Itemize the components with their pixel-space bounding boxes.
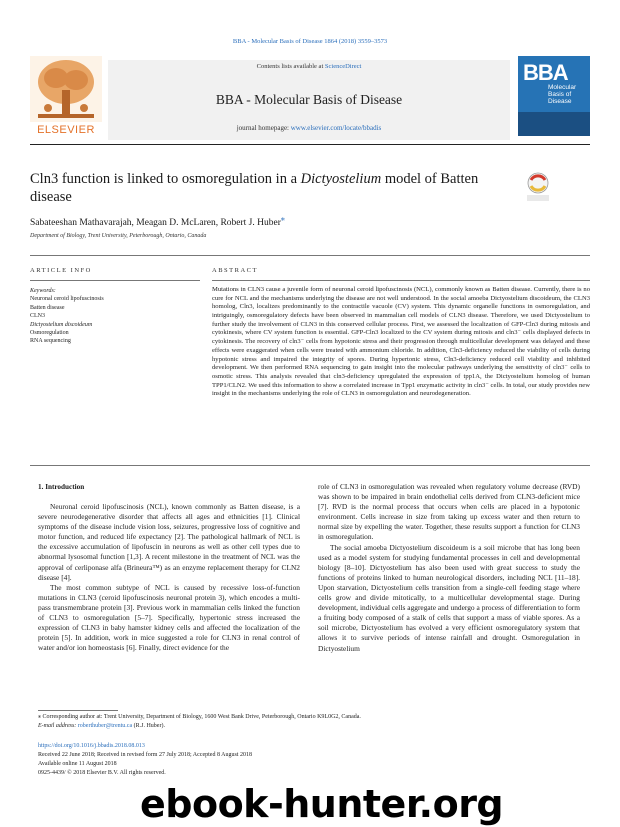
article-info-heading: ARTICLE INFO xyxy=(30,267,92,274)
author-list xyxy=(30,214,285,228)
footnote-rule xyxy=(38,710,118,711)
cover-subtitle: Molecular Basis of Disease xyxy=(548,84,577,105)
sciencedirect-link[interactable]: ScienceDirect xyxy=(324,63,362,70)
body-paragraph: role of CLN3 in osmoregulation was revealed when regulatory volume decrease (RVD) was shown to be impaired in brain endothelial cells derived from CLN3-deficient mice [7]. RVD is the normal process that occurs when cells are placed in a hypotonic environment. Cells increase in size from taking up excess water and then return to normal size by expelling the water. Together, these results support a function for CLN3 in osmoregulation. xyxy=(318,482,580,542)
abstract-text: Mutations in CLN3 cause a juvenile form of neuronal ceroid lipofuscinosis (NCL), commonly known as Batten disease. Currently, there is no cure for NCL and the mechanisms underlying the disease are not well understood. In the social amoeba Dictyostelium discoideum, the CLN3 homolog, Cln3, localizes predominantly to the contractile vacuole (CV) system. This dynamic organelle functions in osmoregulation, and intriguingly, osmoregulatory defects have been observed in mammalian cell models of CLN3 disease. Therefore, we used Dictyostelium to further study the involvement of CLN3 in this conserved cellular process. First, we assessed the localization of GFP-Cln3 during mitosis and cytokinesis, where CV system function is essential. GFP-Cln3 localized to the CV system during mitosis and cln3⁻ cells displayed defects in cytokinesis. The recovery of cln3⁻ cells from hypotonic stress and their progression through multicellular development was delayed and these effects were exaggerated when cells were treated with ammonium chloride. In addition, Cln3-deficiency reduced the viability of cells during hypotonic stress and impaired the integrity of spores. During hypertonic stress, Cln3-deficiency reduced cell viability and inhibited development. We then performed RNA sequencing to gain insight into the molecular pathways underlying the sensitivity of cln3⁻ cells to osmotic stress. This analysis revealed that cln3-deficiency upregulated the expression of tpp1A, the Dictyostelium homolog of human TPP1/CLN2. We used this information to show a correlated increase in Tpp1 enzymatic activity in cln3⁻ cells. In total, our study provides new insight in the mechanisms underlying the role of CLN3 in osmoregulation and neurodegeneration. xyxy=(212,286,590,398)
email-label: E-mail address: xyxy=(38,723,78,729)
footnote-email-line xyxy=(38,722,578,731)
body-paragraph: The social amoeba Dictyostelium discoideum is a soil microbe that has long been used as a model system for studying fundamental processes in cell and developmental biology [8–10]. Dictyostelium has also been used with great success to study the functions of proteins linked to human neurological disorders, including NCL [11–18]. Upon starvation, Dictyostelium cells transition from a single-cell feeding stage where cells grow and divide mitotically, to a multicellular developmental stage. During development, individual cells aggregate and undergo a process of differentiation to form a fruiting body composed of a stalk of cells that support a mass of viable spores. As a soil microbe, Dictyostelium has evolved a very efficient osmoregulatory system that allows it to survive periods of intense rainfall and drought. Osmoregulation in Dictyostelium xyxy=(318,542,580,653)
body-column-left xyxy=(38,502,300,653)
keywords-label: Keywords: xyxy=(30,288,56,294)
title-italic: Dictyostelium xyxy=(300,171,382,187)
journal-homepage xyxy=(108,124,510,132)
received-dates: Received 22 June 2018; Received in revised form 27 July 2018; Accepted 8 August 2018 xyxy=(38,752,252,758)
affiliation: Department of Biology, Trent University, Peterborough, Ontario, Canada xyxy=(30,233,207,239)
keyword-item: Neuronal ceroid lipofuscinosis xyxy=(30,296,104,303)
footnote-line: ⁎ Corresponding author at: Trent University, Department of Biology, 1600 West Bank Drive, Peterborough, Ontario K9L0G2, Canada. xyxy=(38,714,361,720)
authors-text: Sabateeshan Mathavarajah, Meagan D. McLaren, Robert J. Huber xyxy=(30,218,281,229)
divider xyxy=(212,280,590,281)
homepage-link[interactable]: www.elsevier.com/locate/bbadis xyxy=(290,124,382,132)
keyword-item: Dictyostelium discoideum xyxy=(30,321,93,328)
watermark-text: ebook-hunter.org xyxy=(140,782,504,826)
doi-link[interactable]: https://doi.org/10.1016/j.bbadis.2018.08.013 xyxy=(38,743,145,749)
keyword-item: RNA sequencing xyxy=(30,338,71,345)
contents-prefix: Contents lists available at xyxy=(256,63,325,70)
journal-reference[interactable]: BBA - Molecular Basis of Disease 1864 (2018) 3559–3573 xyxy=(232,38,388,45)
journal-cover-thumbnail[interactable] xyxy=(518,56,590,136)
body-paragraph: Neuronal ceroid lipofuscinosis (NCL), known commonly as Batten disease, is a severe neurodegenerative disorder that affects all ages and ethnicities [1]. Clinical symptoms of the disease include vision loss, seizures, progressive loss of cognitive and motor function, and reduced life expectancy [2]. The pathological hallmark of NCL is the excessive accumulation of lipofuscin in neurons as well as other cell types due to abnormal lysosomal function [1,3]. A recent milestone in the treatment of NCL was the approval of cerliponase alfa (Brineura™) as an enzyme replacement therapy for CLN2 disease [4]. xyxy=(38,502,300,582)
section-heading-introduction: 1. Introduction xyxy=(38,483,85,491)
cover-title: BBA xyxy=(523,60,568,85)
keyword-item: Batten disease xyxy=(30,304,65,311)
body-paragraph: The most common subtype of NCL is caused by recessive loss-of-function mutations in CLN3 (ceroid lipofuscinosis neuronal protein 3), which encodes a multi-pass transmembrane protein [3]. Previous work in mammalian cells linked the function of CLN3 to osmoregulation [5–7]. Specifically, hypertonic stress increased the expression of CLN3 in baby hamster kidney cells and affected the localization of the protein [5]. In addition, work in mice suggested a role for CLN3 in renal control of water and/or ion homeostasis [6]. Finally, direct evidence for the xyxy=(38,582,300,653)
header-rule xyxy=(30,144,590,145)
corresponding-author-mark[interactable]: ⁎ xyxy=(280,214,285,223)
publisher-name: ELSEVIER xyxy=(37,124,95,136)
email-link[interactable]: roberthuber@trentu.ca xyxy=(77,723,133,729)
title-part2: model of Batten disease xyxy=(30,171,479,205)
article-title xyxy=(30,170,500,206)
divider xyxy=(30,255,590,256)
available-online: Available online 11 August 2018 xyxy=(38,761,117,767)
title-part1: Cln3 function is linked to osmoregulation in a xyxy=(30,171,301,187)
check-for-updates-icon[interactable] xyxy=(525,172,551,202)
contents-line xyxy=(108,63,510,70)
keyword-item: CLN3 xyxy=(30,313,45,320)
publication-history xyxy=(38,742,252,778)
keyword-item: Osmoregulation xyxy=(30,330,69,337)
email-suffix: (R.J. Huber). xyxy=(132,723,165,729)
journal-title: BBA - Molecular Basis of Disease xyxy=(215,92,403,107)
homepage-prefix: journal homepage: xyxy=(236,124,291,132)
abstract-heading: ABSTRACT xyxy=(212,267,258,274)
cover-band xyxy=(518,112,590,136)
corresponding-author-footnote xyxy=(38,713,578,731)
keywords-block xyxy=(30,287,200,346)
divider xyxy=(30,280,200,281)
copyright-line: 0925-4439/ © 2018 Elsevier B.V. All rights reserved. xyxy=(38,770,166,776)
divider xyxy=(30,465,590,466)
body-column-right xyxy=(318,482,580,654)
